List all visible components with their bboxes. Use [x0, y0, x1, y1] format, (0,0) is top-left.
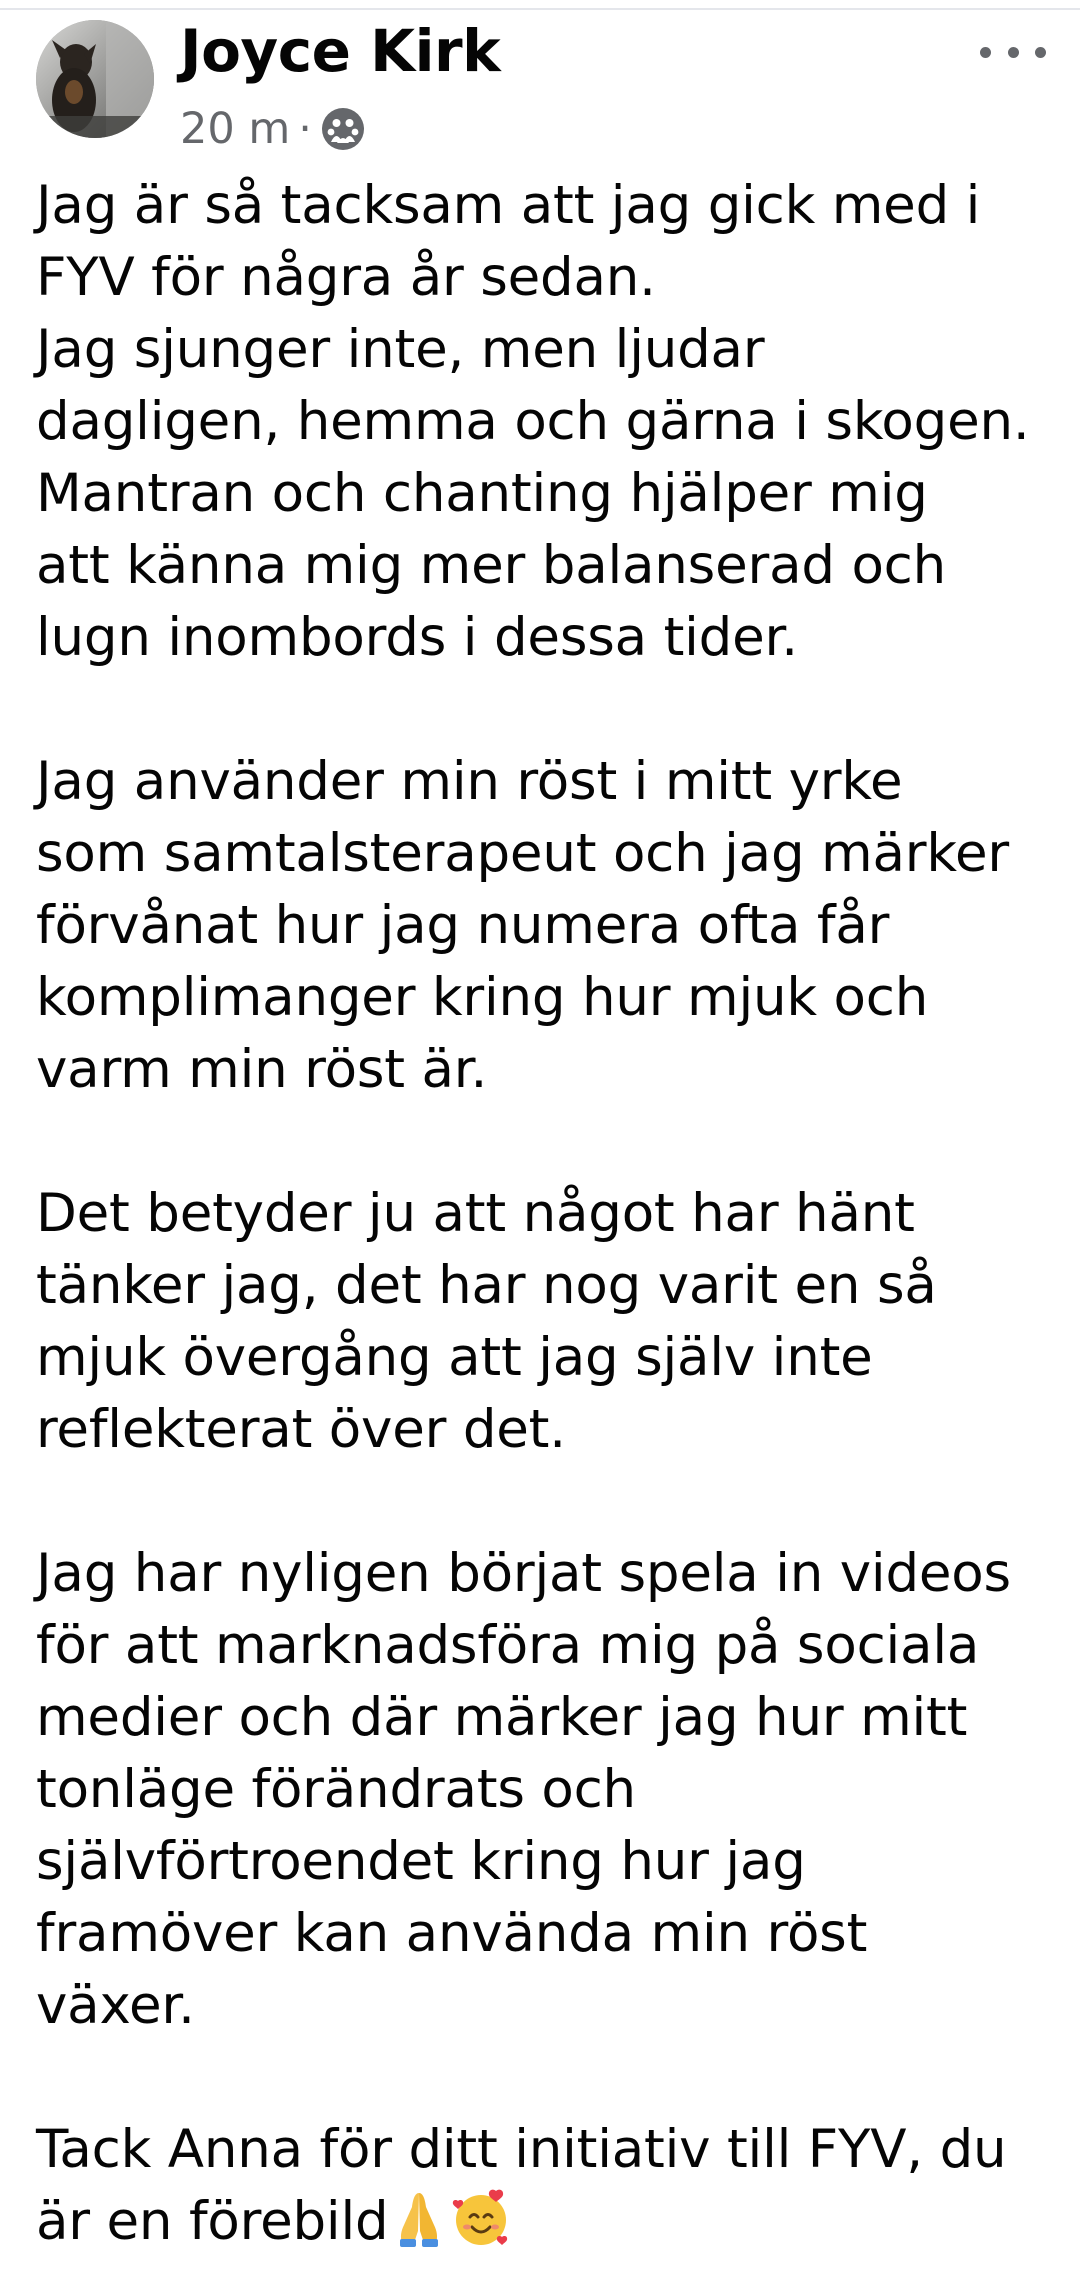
folded-hands-emoji-icon — [388, 2187, 450, 2249]
post-paragraph: Jag har nyligen börjat spela in videos för att marknadsföra mig på sociala medier och där märker jag hur mitt tonläge förändrats och självförtroendet kring hur jag framöver kan använda min röst växer. — [36, 1543, 1011, 2036]
post-paragraph-text: Tack Anna för ditt initiativ till FYV, du är en förebild — [36, 2119, 1007, 2252]
more-horizontal-icon-dot — [1008, 47, 1019, 58]
top-divider — [0, 8, 1080, 10]
timestamp[interactable]: 20 m — [180, 104, 291, 154]
more-horizontal-icon-dot — [980, 47, 991, 58]
post-paragraph-last — [36, 2114, 1066, 2258]
post-paragraph: Jag är så tacksam att jag gick med i FYV för några år sedan. Jag sjunger inte, men ljudar dagligen, hemma och gärna i skogen. Mantran och chanting hjälper mig att känna mig mer balanserad och lugn inombords i dessa tider. — [36, 175, 1030, 668]
post-paragraph: Det betyder ju att något har hänt tänker jag, det har nog varit en så mjuk övergång att jag själv inte reflekterat över det. — [36, 1183, 937, 1460]
post-paragraph: Jag använder min röst i mitt yrke som samtalsterapeut och jag märker förvånat hur jag numera ofta får komplimanger kring hur mjuk och varm min röst är. — [36, 751, 1009, 1100]
post-meta — [180, 106, 366, 152]
post-text — [36, 170, 1066, 2258]
post-header — [36, 17, 1046, 154]
group-icon — [320, 106, 366, 152]
author-name[interactable]: Joyce Kirk — [180, 17, 501, 85]
avatar-photo — [36, 20, 154, 138]
smiling-face-with-hearts-emoji-icon — [450, 2187, 512, 2249]
more-horizontal-icon-dot — [1035, 47, 1046, 58]
more-options-button[interactable] — [980, 32, 1046, 72]
avatar[interactable] — [36, 20, 154, 138]
meta-separator: · — [298, 104, 312, 154]
